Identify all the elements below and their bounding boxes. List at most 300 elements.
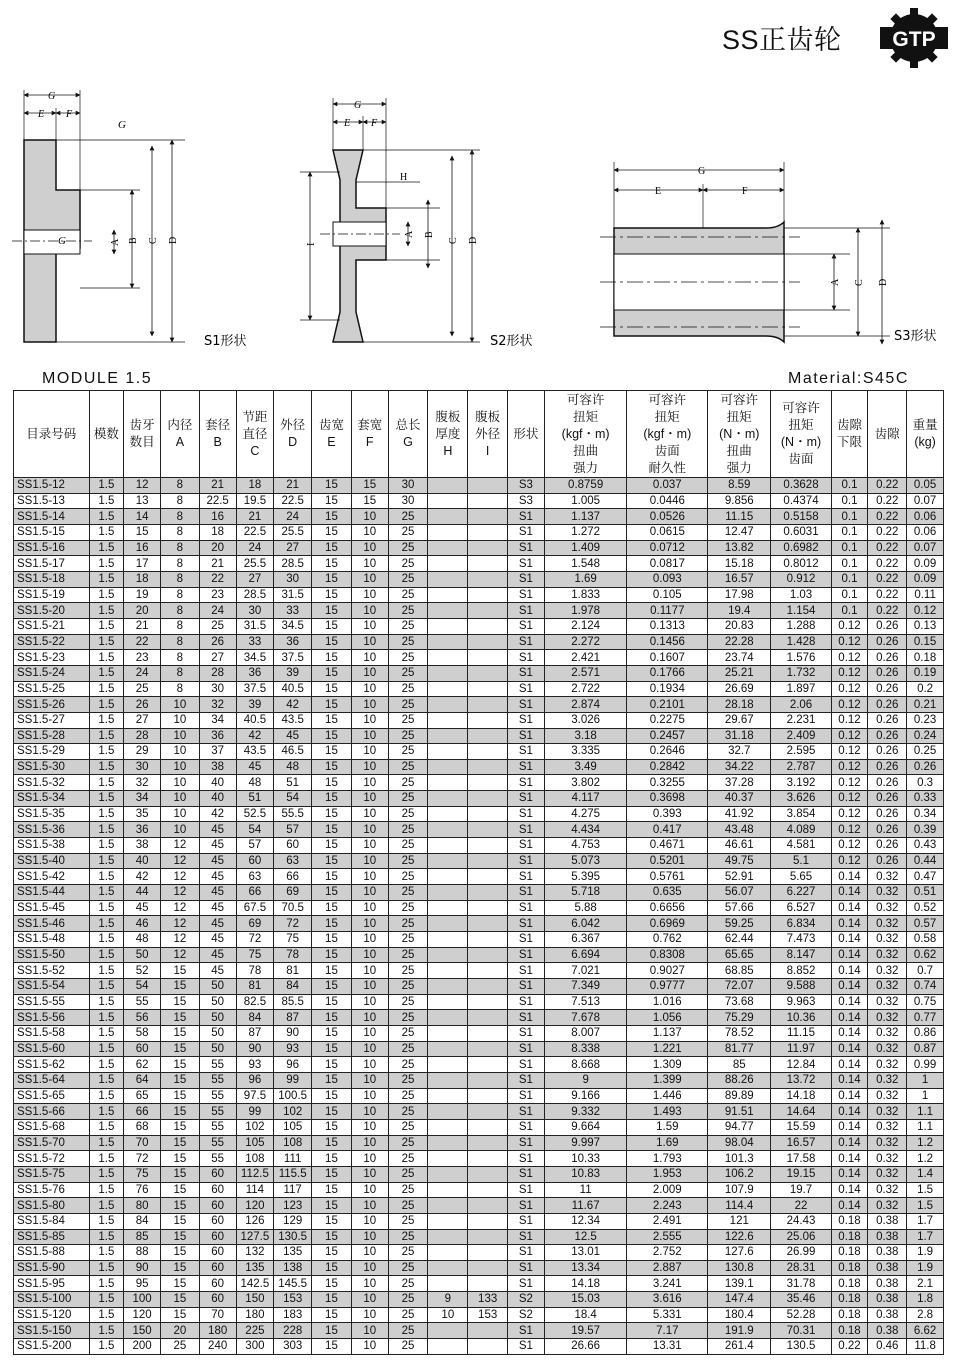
table-row [14, 744, 944, 760]
table-cell: 10 [351, 524, 388, 540]
table-cell: 28 [124, 728, 161, 744]
table-cell: 0.12 [831, 665, 868, 681]
table-cell: 33 [236, 634, 274, 650]
s1-label-c: C [148, 237, 159, 244]
table-cell: 9.332 [544, 1104, 627, 1120]
table-cell: 8 [160, 478, 199, 494]
table-cell: 59.25 [708, 916, 771, 932]
table-cell: 20 [160, 1323, 199, 1339]
table-cell: 1.5 [89, 1229, 124, 1245]
table-cell: 10 [351, 1229, 388, 1245]
table-cell: S1 [508, 1119, 545, 1135]
table-cell: 20 [124, 603, 161, 619]
table-cell: 55 [199, 1119, 236, 1135]
table-cell: S1 [508, 744, 545, 760]
table-cell [428, 524, 468, 540]
table-cell: 3.616 [627, 1292, 708, 1308]
column-header: 腹板 厚度 H [428, 391, 468, 478]
table-cell: 55 [124, 994, 161, 1010]
table-cell: S1 [508, 524, 545, 540]
material-label: Material:S45C [788, 370, 909, 387]
table-cell: 52.28 [771, 1307, 831, 1323]
s1-label-a: A [110, 238, 121, 246]
table-cell: 0.26 [868, 853, 907, 869]
table-cell: 10 [351, 509, 388, 525]
table-cell: 1.5 [89, 1323, 124, 1339]
table-cell: 0.1456 [627, 634, 708, 650]
table-cell: 0.12 [831, 618, 868, 634]
table-cell: 94.77 [708, 1119, 771, 1135]
table-cell [428, 775, 468, 791]
s2-label-f: F [371, 118, 378, 129]
table-cell: 25 [388, 791, 428, 807]
column-header: 齿隙 [868, 391, 907, 478]
table-cell [468, 822, 508, 838]
table-cell: 25 [388, 1025, 428, 1041]
table-cell: 60 [199, 1213, 236, 1229]
table-cell: 0.32 [868, 963, 907, 979]
table-cell: 100 [124, 1292, 161, 1308]
table-cell: 0.14 [831, 1088, 868, 1104]
table-cell: 45 [124, 900, 161, 916]
table-cell: 0.26 [907, 759, 944, 775]
table-cell: 8 [160, 524, 199, 540]
table-cell: 10 [351, 775, 388, 791]
table-row [14, 728, 944, 744]
table-cell: 0.5201 [627, 853, 708, 869]
table-cell: 40.5 [274, 681, 312, 697]
table-cell: 1.7 [907, 1213, 944, 1229]
column-header: 齿牙 数目 [124, 391, 161, 478]
table-cell: 0.6969 [627, 916, 708, 932]
table-cell: 25 [388, 524, 428, 540]
table-cell: 15 [312, 822, 352, 838]
table-cell: 1.5 [89, 1135, 124, 1151]
table-cell: 0.14 [831, 1057, 868, 1073]
table-cell: 1.793 [627, 1151, 708, 1167]
table-cell: 1.5 [907, 1182, 944, 1198]
table-cell: 22.28 [708, 634, 771, 650]
table-cell: 1.4 [907, 1166, 944, 1182]
table-cell: 0.38 [868, 1323, 907, 1339]
table-cell: 66 [274, 869, 312, 885]
table-cell: 0.12 [831, 728, 868, 744]
table-cell: 102 [236, 1119, 274, 1135]
table-cell: 1.5 [907, 1198, 944, 1214]
table-cell [428, 681, 468, 697]
table-cell: SS1.5-75 [14, 1166, 90, 1182]
table-cell: 2.009 [627, 1182, 708, 1198]
table-cell: 91.51 [708, 1104, 771, 1120]
table-cell [468, 1198, 508, 1214]
table-cell: 1.428 [771, 634, 831, 650]
table-cell: 0.8759 [544, 478, 627, 494]
table-cell: 0.09 [907, 571, 944, 587]
table-cell: 24 [274, 509, 312, 525]
column-header: 套径 B [199, 391, 236, 478]
table-cell: 55 [199, 1151, 236, 1167]
table-cell: 15 [312, 994, 352, 1010]
table-cell: 1.5 [89, 665, 124, 681]
table-cell: 0.32 [868, 1057, 907, 1073]
table-cell: 0.417 [627, 822, 708, 838]
table-cell: SS1.5-60 [14, 1041, 90, 1057]
table-row [14, 1135, 944, 1151]
table-cell: 0.26 [868, 759, 907, 775]
table-cell: 27 [274, 540, 312, 556]
table-cell: 63 [236, 869, 274, 885]
table-cell: 27 [199, 650, 236, 666]
table-cell: 200 [124, 1339, 161, 1355]
table-cell: 23 [124, 650, 161, 666]
table-cell: 0.0817 [627, 556, 708, 572]
table-cell: 0.1313 [627, 618, 708, 634]
table-cell: 37.28 [708, 775, 771, 791]
table-cell: 0.39 [907, 822, 944, 838]
table-cell [428, 806, 468, 822]
table-cell [468, 1182, 508, 1198]
table-cell: 10 [351, 1057, 388, 1073]
table-cell: 22.5 [236, 524, 274, 540]
table-cell: 111 [274, 1151, 312, 1167]
table-cell: 0.38 [868, 1213, 907, 1229]
table-cell: 15 [160, 1119, 199, 1135]
table-cell [428, 650, 468, 666]
table-cell: 25 [388, 806, 428, 822]
table-cell: 68 [124, 1119, 161, 1135]
table-cell: 14 [124, 509, 161, 525]
table-cell [428, 1229, 468, 1245]
table-cell: 12 [160, 900, 199, 916]
table-cell: 25 [388, 556, 428, 572]
table-cell: 15 [160, 1057, 199, 1073]
table-cell: 1.5 [89, 650, 124, 666]
table-cell [468, 744, 508, 760]
table-cell: 10 [351, 1339, 388, 1355]
table-cell: 15 [312, 650, 352, 666]
table-cell: 0.2101 [627, 697, 708, 713]
table-cell: 33 [274, 603, 312, 619]
table-cell: 23.74 [708, 650, 771, 666]
table-cell: 0.14 [831, 916, 868, 932]
s2-label-h: H [400, 172, 408, 183]
table-cell: 69 [274, 885, 312, 901]
table-cell: 225 [236, 1323, 274, 1339]
table-cell: 1.5 [89, 540, 124, 556]
table-cell: 0.14 [831, 885, 868, 901]
table-cell: 0.14 [831, 1025, 868, 1041]
table-cell: 49.75 [708, 853, 771, 869]
table-cell: 25 [388, 1260, 428, 1276]
table-cell: 45 [199, 838, 236, 854]
table-cell: 1.5 [89, 979, 124, 995]
table-cell: 112.5 [236, 1166, 274, 1182]
table-row [14, 1213, 944, 1229]
table-cell: 0.19 [907, 665, 944, 681]
table-cell [428, 932, 468, 948]
table-cell: 15 [312, 869, 352, 885]
table-row [14, 900, 944, 916]
table-cell: 78 [236, 963, 274, 979]
table-cell: 1.576 [771, 650, 831, 666]
table-cell: SS1.5-16 [14, 540, 90, 556]
table-cell: 0.3698 [627, 791, 708, 807]
table-cell: 1.548 [544, 556, 627, 572]
table-row [14, 775, 944, 791]
table-cell: SS1.5-65 [14, 1088, 90, 1104]
table-cell: 8.852 [771, 963, 831, 979]
table-cell: 10 [351, 1307, 388, 1323]
table-row [14, 947, 944, 963]
table-cell: 0.26 [868, 822, 907, 838]
table-cell: 0.26 [868, 806, 907, 822]
table-cell: 15 [312, 1260, 352, 1276]
table-cell: 13.31 [627, 1339, 708, 1355]
table-cell: 15 [160, 963, 199, 979]
table-cell: 15 [312, 1182, 352, 1198]
table-cell: 12.47 [708, 524, 771, 540]
table-cell: 180 [236, 1307, 274, 1323]
table-cell: 15 [160, 1041, 199, 1057]
column-header: 内径 A [160, 391, 199, 478]
table-cell: S1 [508, 1151, 545, 1167]
table-cell: 10 [160, 775, 199, 791]
table-cell: 5.65 [771, 869, 831, 885]
table-cell [468, 806, 508, 822]
table-cell: SS1.5-34 [14, 791, 90, 807]
table-cell: S1 [508, 916, 545, 932]
table-cell: 55 [199, 1072, 236, 1088]
table-cell [468, 618, 508, 634]
table-cell: 15 [312, 963, 352, 979]
column-header: 齿宽 E [312, 391, 352, 478]
table-cell: 0.26 [868, 681, 907, 697]
table-cell: 18.4 [544, 1307, 627, 1323]
table-cell: 1.5 [89, 775, 124, 791]
table-cell: S1 [508, 932, 545, 948]
table-cell: 1.59 [627, 1119, 708, 1135]
table-cell: 25 [388, 697, 428, 713]
table-row [14, 1072, 944, 1088]
table-cell: 1.137 [627, 1025, 708, 1041]
table-cell: S1 [508, 869, 545, 885]
table-cell: 45 [199, 853, 236, 869]
table-cell: 0.4374 [771, 493, 831, 509]
table-cell: 0.32 [868, 1166, 907, 1182]
table-cell: 10 [351, 728, 388, 744]
table-cell: 12 [160, 947, 199, 963]
table-cell [428, 853, 468, 869]
table-cell: 60 [199, 1182, 236, 1198]
table-cell: 115.5 [274, 1166, 312, 1182]
table-cell: 45 [199, 963, 236, 979]
table-cell: 11.15 [708, 509, 771, 525]
table-cell: 25 [388, 775, 428, 791]
table-cell: S1 [508, 665, 545, 681]
table-cell: 1.5 [89, 1041, 124, 1057]
table-row [14, 1104, 944, 1120]
table-cell: 3.49 [544, 759, 627, 775]
table-cell [468, 869, 508, 885]
gtp-gear-logo [878, 8, 950, 68]
table-cell: 26 [124, 697, 161, 713]
table-cell: SS1.5-27 [14, 712, 90, 728]
table-cell: 0.32 [868, 869, 907, 885]
table-cell: 75 [124, 1166, 161, 1182]
table-cell: 0.6982 [771, 540, 831, 556]
table-cell: SS1.5-28 [14, 728, 90, 744]
table-cell: 21 [274, 478, 312, 494]
table-cell: 0.14 [831, 947, 868, 963]
table-cell: 6.367 [544, 932, 627, 948]
table-cell: S1 [508, 712, 545, 728]
table-cell: 4.275 [544, 806, 627, 822]
table-cell: 24 [199, 603, 236, 619]
table-cell: 10 [351, 650, 388, 666]
table-row [14, 603, 944, 619]
table-cell: S1 [508, 1041, 545, 1057]
table-cell: 1.221 [627, 1041, 708, 1057]
table-cell: S3 [508, 478, 545, 494]
table-cell: 0.32 [868, 1182, 907, 1198]
table-cell: 25 [388, 1072, 428, 1088]
table-cell: 10 [351, 838, 388, 854]
table-cell: 0.1 [831, 524, 868, 540]
table-cell: 75.29 [708, 1010, 771, 1026]
table-cell [468, 697, 508, 713]
table-cell: 15 [312, 665, 352, 681]
table-cell [428, 838, 468, 854]
table-cell: 10 [351, 1151, 388, 1167]
table-cell: 60 [274, 838, 312, 854]
table-cell: 15 [312, 1010, 352, 1026]
table-cell: 10 [351, 1010, 388, 1026]
table-cell: 57 [274, 822, 312, 838]
table-cell: SS1.5-44 [14, 885, 90, 901]
table-cell: 15 [312, 1276, 352, 1292]
table-cell: 120 [236, 1198, 274, 1214]
table-cell: SS1.5-200 [14, 1339, 90, 1355]
table-cell: 0.32 [868, 1088, 907, 1104]
table-cell: 36 [274, 634, 312, 650]
table-cell: 66 [124, 1104, 161, 1120]
table-cell [428, 1057, 468, 1073]
table-cell: 25 [388, 1292, 428, 1308]
table-cell: 25 [388, 838, 428, 854]
table-cell: 15 [312, 1119, 352, 1135]
table-cell: 42 [124, 869, 161, 885]
table-cell: 117 [274, 1182, 312, 1198]
table-cell: 15 [312, 1166, 352, 1182]
table-cell: 13.72 [771, 1072, 831, 1088]
table-cell: 25 [388, 822, 428, 838]
table-cell: S1 [508, 1057, 545, 1073]
table-cell: 10 [351, 634, 388, 650]
table-cell: 31.5 [236, 618, 274, 634]
table-cell: 15 [160, 1151, 199, 1167]
table-cell: 0.18 [831, 1307, 868, 1323]
table-cell: 1.1 [907, 1119, 944, 1135]
table-cell: 0.12 [831, 650, 868, 666]
table-cell: 36 [236, 665, 274, 681]
table-cell: 0.26 [868, 650, 907, 666]
table-cell: 18 [124, 571, 161, 587]
table-cell: SS1.5-24 [14, 665, 90, 681]
column-header: 套宽 F [351, 391, 388, 478]
table-cell: 15 [312, 759, 352, 775]
table-cell: 0.12 [907, 603, 944, 619]
table-cell: 0.23 [907, 712, 944, 728]
table-cell: 15 [160, 1276, 199, 1292]
table-cell: 76 [124, 1182, 161, 1198]
table-cell: 1.5 [89, 1198, 124, 1214]
table-cell: 24 [236, 540, 274, 556]
s2-label-g: G [354, 100, 362, 111]
table-cell: 88.26 [708, 1072, 771, 1088]
table-cell: 51 [274, 775, 312, 791]
table-cell: SS1.5-84 [14, 1213, 90, 1229]
table-cell [428, 759, 468, 775]
table-cell: 1.5 [89, 759, 124, 775]
table-cell: SS1.5-85 [14, 1229, 90, 1245]
table-cell: 16 [124, 540, 161, 556]
table-cell: 15 [351, 493, 388, 509]
table-cell: 1.005 [544, 493, 627, 509]
table-cell: 42 [236, 728, 274, 744]
table-cell: 8 [160, 587, 199, 603]
table-cell: 50 [199, 1010, 236, 1026]
table-cell: 105 [274, 1119, 312, 1135]
table-cell: S1 [508, 728, 545, 744]
table-cell [428, 556, 468, 572]
table-cell: 1.5 [89, 1292, 124, 1308]
table-cell: 121 [708, 1213, 771, 1229]
table-cell: 52 [124, 963, 161, 979]
table-cell: 25 [388, 744, 428, 760]
table-cell: 15 [160, 1260, 199, 1276]
table-cell: 0.1 [831, 509, 868, 525]
table-cell: 1.5 [89, 1166, 124, 1182]
table-cell: 68.85 [708, 963, 771, 979]
table-cell: 80 [124, 1198, 161, 1214]
table-cell: 10 [351, 1213, 388, 1229]
table-cell: 0.12 [831, 634, 868, 650]
s3-label-g: G [698, 166, 706, 177]
table-cell: 64 [124, 1072, 161, 1088]
table-cell: 1.5 [89, 1010, 124, 1026]
table-cell: 81.77 [708, 1041, 771, 1057]
table-cell: 11.67 [544, 1198, 627, 1214]
table-cell: 15.18 [708, 556, 771, 572]
table-cell: 2.06 [771, 697, 831, 713]
table-cell [468, 1323, 508, 1339]
table-cell: 25 [388, 665, 428, 681]
table-cell: 1.5 [89, 697, 124, 713]
table-cell: 1.5 [89, 493, 124, 509]
table-cell: 15 [312, 1292, 352, 1308]
table-cell: 39 [236, 697, 274, 713]
table-cell: 8.59 [708, 478, 771, 494]
table-cell: SS1.5-55 [14, 994, 90, 1010]
table-cell [428, 493, 468, 509]
table-cell: 2.874 [544, 697, 627, 713]
table-cell: SS1.5-29 [14, 744, 90, 760]
table-cell: 10 [351, 1323, 388, 1339]
table-cell: SS1.5-90 [14, 1260, 90, 1276]
table-cell [428, 791, 468, 807]
table-cell: 0.14 [831, 1119, 868, 1135]
table-cell: 96 [274, 1057, 312, 1073]
